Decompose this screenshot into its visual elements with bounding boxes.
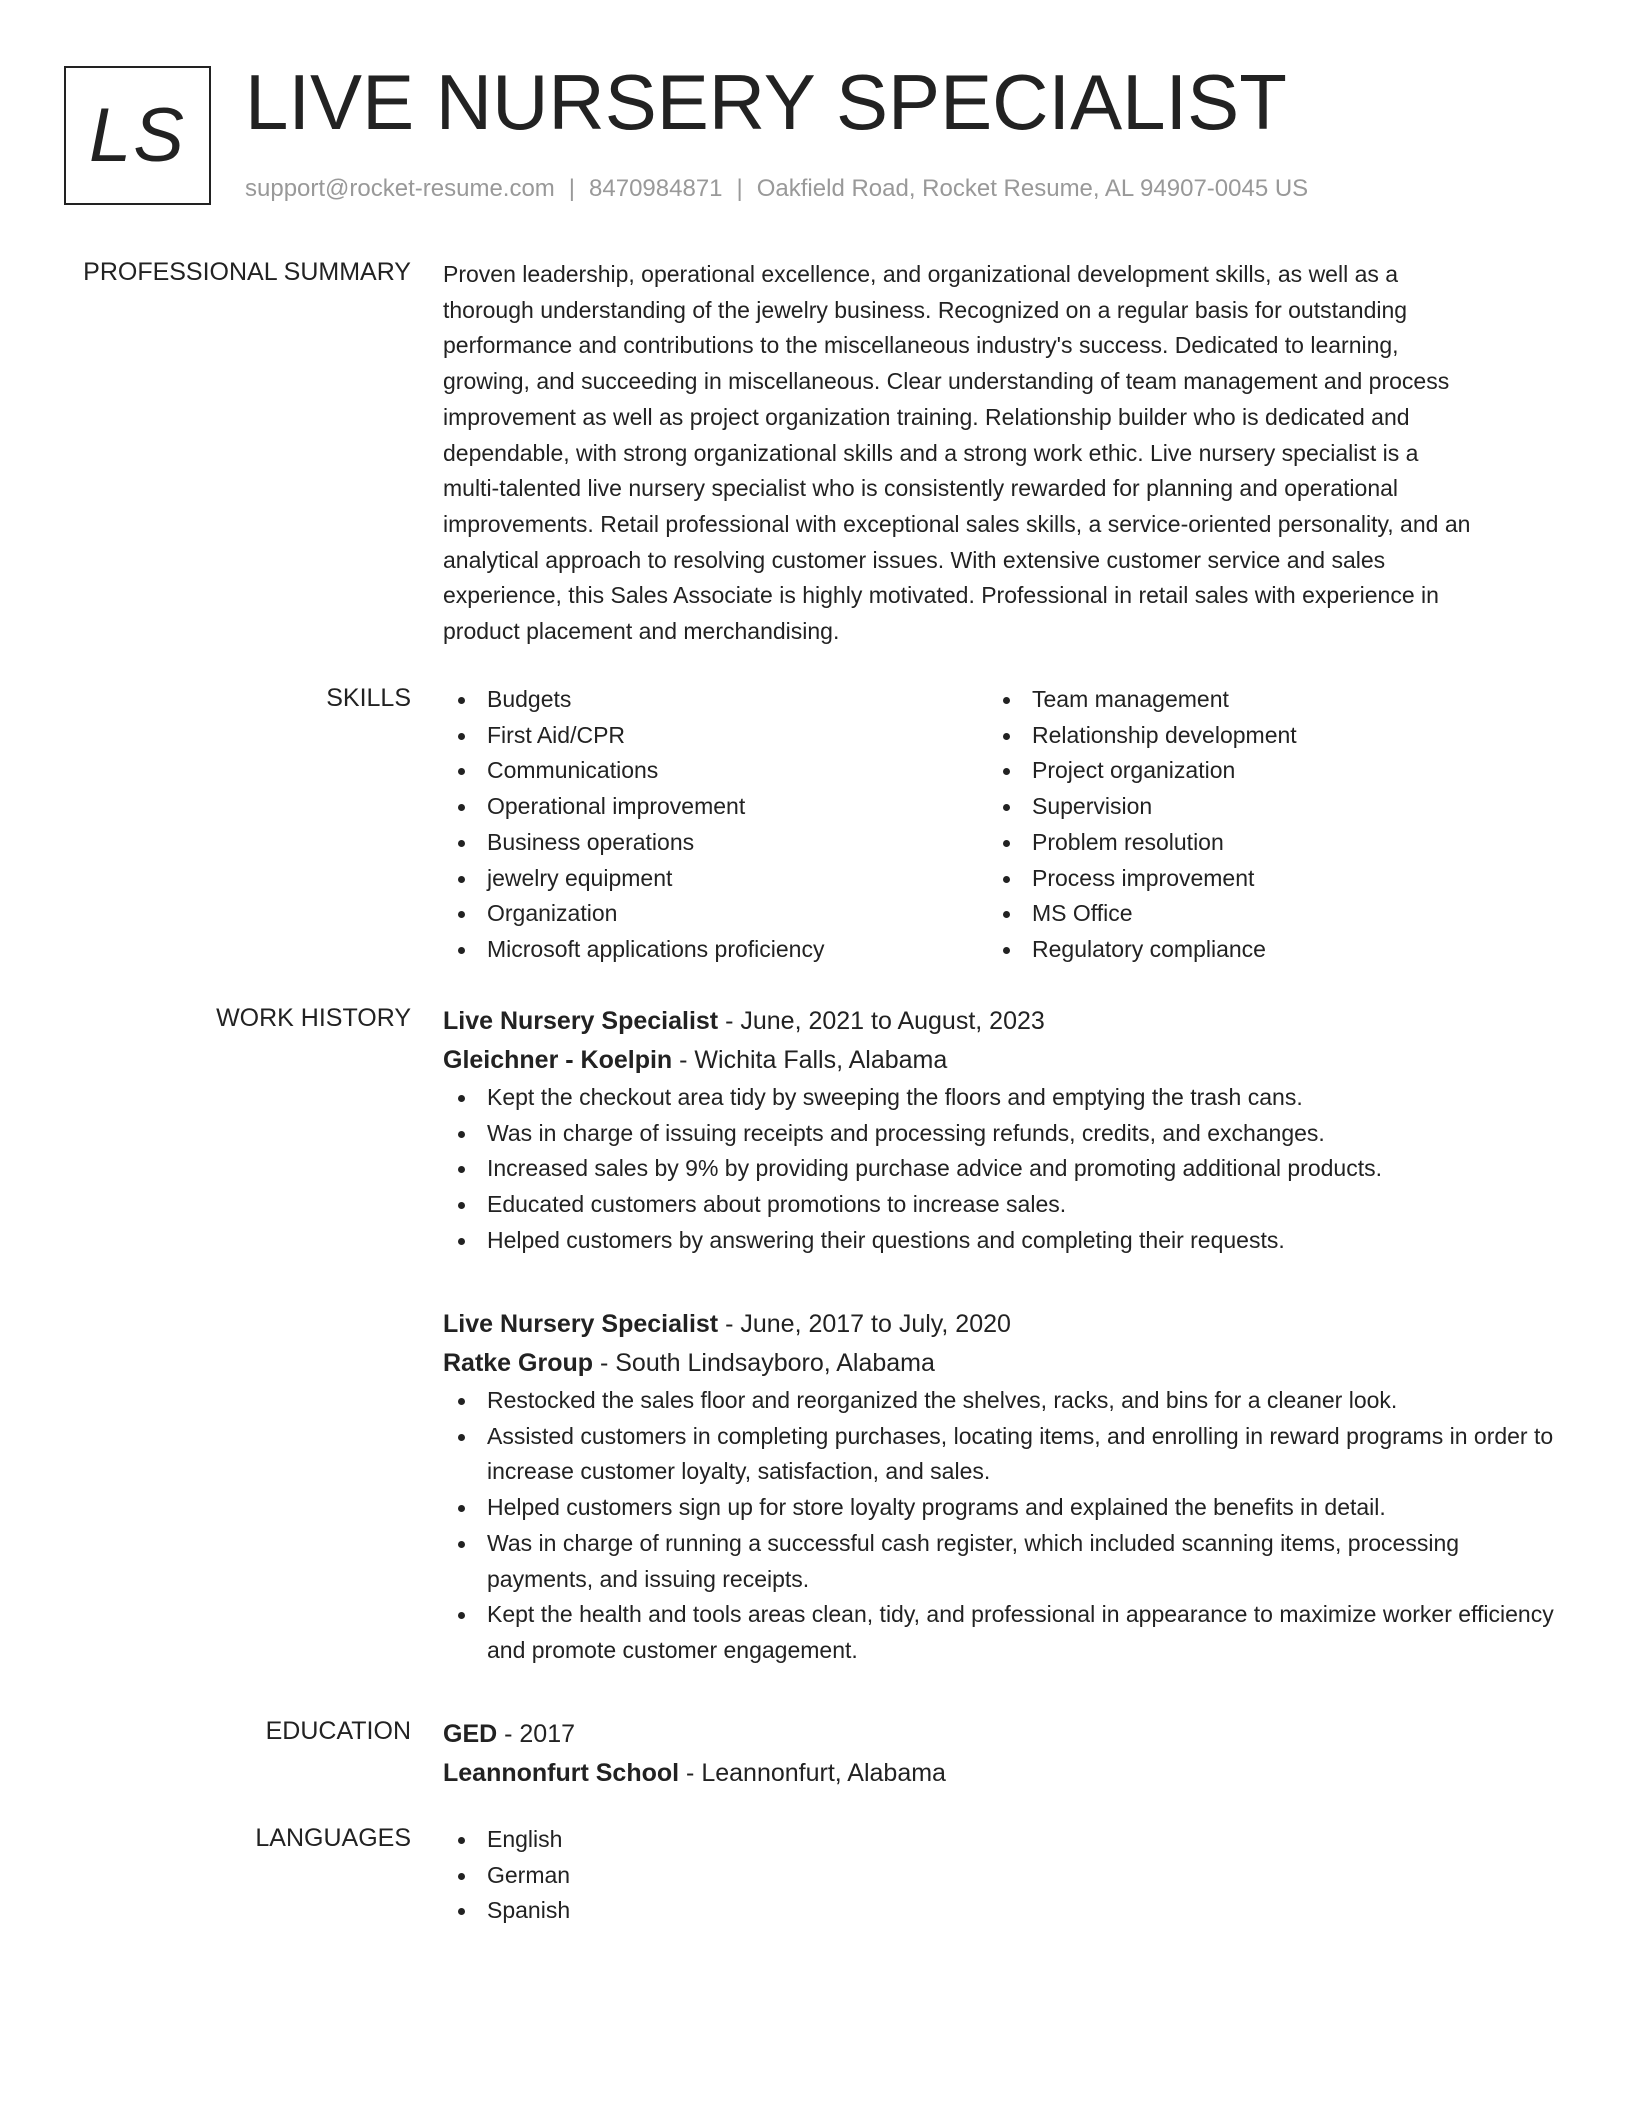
job-location: - South Lindsayboro, Alabama xyxy=(593,1349,935,1377)
skill-item: Microsoft applications proficiency xyxy=(443,932,988,968)
job-company: Ratke Group xyxy=(443,1349,594,1377)
contact-separator: | xyxy=(736,175,743,202)
education-degree: GED xyxy=(443,1720,498,1748)
job-duty: Helped customers sign up for store loyalty programs and explained the benefits in detail. xyxy=(443,1490,1555,1526)
skill-item: Regulatory compliance xyxy=(988,932,1533,968)
job-duty: Was in charge of running a successful cash register, which included scanning items, processing payments, and issuing receipts. xyxy=(443,1526,1555,1597)
job-duties-list xyxy=(443,1080,1555,1259)
job-location: - Wichita Falls, Alabama xyxy=(672,1046,948,1074)
job-duty: Assisted customers in completing purchases, locating items, and enrolling in reward programs in order to increase customer loyalty, satisfaction, and sales. xyxy=(443,1419,1555,1490)
summary-text: Proven leadership, operational excellence, and organizational development skills, as well as a thorough understanding of the jewelry business. Recognized on a regular basis for outstanding performance and contributions to the miscellaneous industry's success. Dedicated to learning, growing, and succeeding in miscellaneous. Clear understanding of team management and process improvement as well as project organization training. Relationship builder who is dedicated and dependable, with strong organizational skills and a strong work ethic. Live nursery specialist is a multi-talented live nursery specialist who is consistently rewarded for planning and operational improvements. Retail professional with exceptional sales skills, a service-oriented personality, and an analytical approach to resolving customer issues. With extensive customer service and sales experience, this Sales Associate is highly motivated. Professional in retail sales with experience in product placement and merchandising. xyxy=(443,261,1471,645)
monogram-box xyxy=(64,66,211,205)
job-title-line xyxy=(443,1002,1555,1041)
job-entry xyxy=(443,1002,1555,1259)
job-company: Gleichner - Koelpin xyxy=(443,1046,673,1074)
job-duty: Increased sales by 9% by providing purchase advice and promoting additional products. xyxy=(443,1151,1555,1187)
skill-item: Business operations xyxy=(443,825,988,861)
education-school-line xyxy=(443,1754,1555,1793)
job-title-line xyxy=(443,1305,1555,1344)
education-year: - 2017 xyxy=(497,1720,576,1748)
languages-body xyxy=(443,1822,1555,1929)
job-company-line xyxy=(443,1041,1555,1080)
monogram-initials: LS xyxy=(89,92,186,178)
skill-item: Supervision xyxy=(988,789,1533,825)
job-company-line xyxy=(443,1344,1555,1383)
job-duty: Kept the checkout area tidy by sweeping the floors and emptying the trash cans. xyxy=(443,1080,1555,1116)
skill-item: Process improvement xyxy=(988,861,1533,897)
skill-item: jewelry equipment xyxy=(443,861,988,897)
skill-item: Organization xyxy=(443,896,988,932)
job-dates: - June, 2021 to August, 2023 xyxy=(718,1007,1045,1035)
section-label-skills: SKILLS xyxy=(326,684,411,712)
skills-body xyxy=(443,682,1555,968)
education-location: - Leannonfurt, Alabama xyxy=(679,1759,946,1787)
contact-email[interactable]: support@rocket-resume.com xyxy=(245,175,555,202)
skill-item: Team management xyxy=(988,682,1533,718)
skill-item: First Aid/CPR xyxy=(443,718,988,754)
education-body xyxy=(443,1715,1555,1793)
language-item: English xyxy=(443,1822,1555,1858)
skill-item: Communications xyxy=(443,753,988,789)
language-item: Spanish xyxy=(443,1893,1555,1929)
section-label-work-history: WORK HISTORY xyxy=(216,1004,411,1032)
languages-list xyxy=(443,1822,1555,1929)
skills-list-right xyxy=(988,682,1533,968)
education-school: Leannonfurt School xyxy=(443,1759,680,1787)
job-duty: Kept the health and tools areas clean, tidy, and professional in appearance to maximize worker efficiency and promote customer engagement. xyxy=(443,1597,1555,1668)
skill-item: MS Office xyxy=(988,896,1533,932)
job-duty: Was in charge of issuing receipts and processing refunds, credits, and exchanges. xyxy=(443,1116,1555,1152)
job-duty: Restocked the sales floor and reorganized the shelves, racks, and bins for a cleaner look. xyxy=(443,1383,1555,1419)
contact-separator: | xyxy=(568,175,576,202)
job-title: Live Nursery Specialist xyxy=(443,1310,719,1338)
skill-item: Relationship development xyxy=(988,718,1533,754)
education-degree-line xyxy=(443,1715,1555,1754)
contact-line xyxy=(245,174,1308,204)
skill-item: Problem resolution xyxy=(988,825,1533,861)
section-label-summary: PROFESSIONAL SUMMARY xyxy=(83,258,411,286)
work-history-body xyxy=(443,1002,1555,1663)
job-duty: Helped customers by answering their questions and completing their requests. xyxy=(443,1223,1555,1259)
section-label-education: EDUCATION xyxy=(265,1717,411,1745)
language-item: German xyxy=(443,1858,1555,1894)
summary-body xyxy=(443,256,1555,650)
job-entry xyxy=(443,1305,1555,1669)
skill-item: Project organization xyxy=(988,753,1533,789)
contact-address: Oakfield Road, Rocket Resume, AL 94907-0045 US xyxy=(756,175,1309,202)
job-title: Live Nursery Specialist xyxy=(443,1007,719,1035)
section-label-languages: LANGUAGES xyxy=(255,1824,411,1852)
job-duty: Educated customers about promotions to increase sales. xyxy=(443,1187,1555,1223)
job-duties-list xyxy=(443,1383,1555,1669)
contact-phone[interactable]: 8470984871 xyxy=(589,175,723,202)
skills-list-left xyxy=(443,682,988,968)
job-dates: - June, 2017 to July, 2020 xyxy=(718,1310,1011,1338)
skill-item: Budgets xyxy=(443,682,988,718)
skill-item: Operational improvement xyxy=(443,789,988,825)
resume-title: LIVE NURSERY SPECIALIST xyxy=(245,58,1287,146)
